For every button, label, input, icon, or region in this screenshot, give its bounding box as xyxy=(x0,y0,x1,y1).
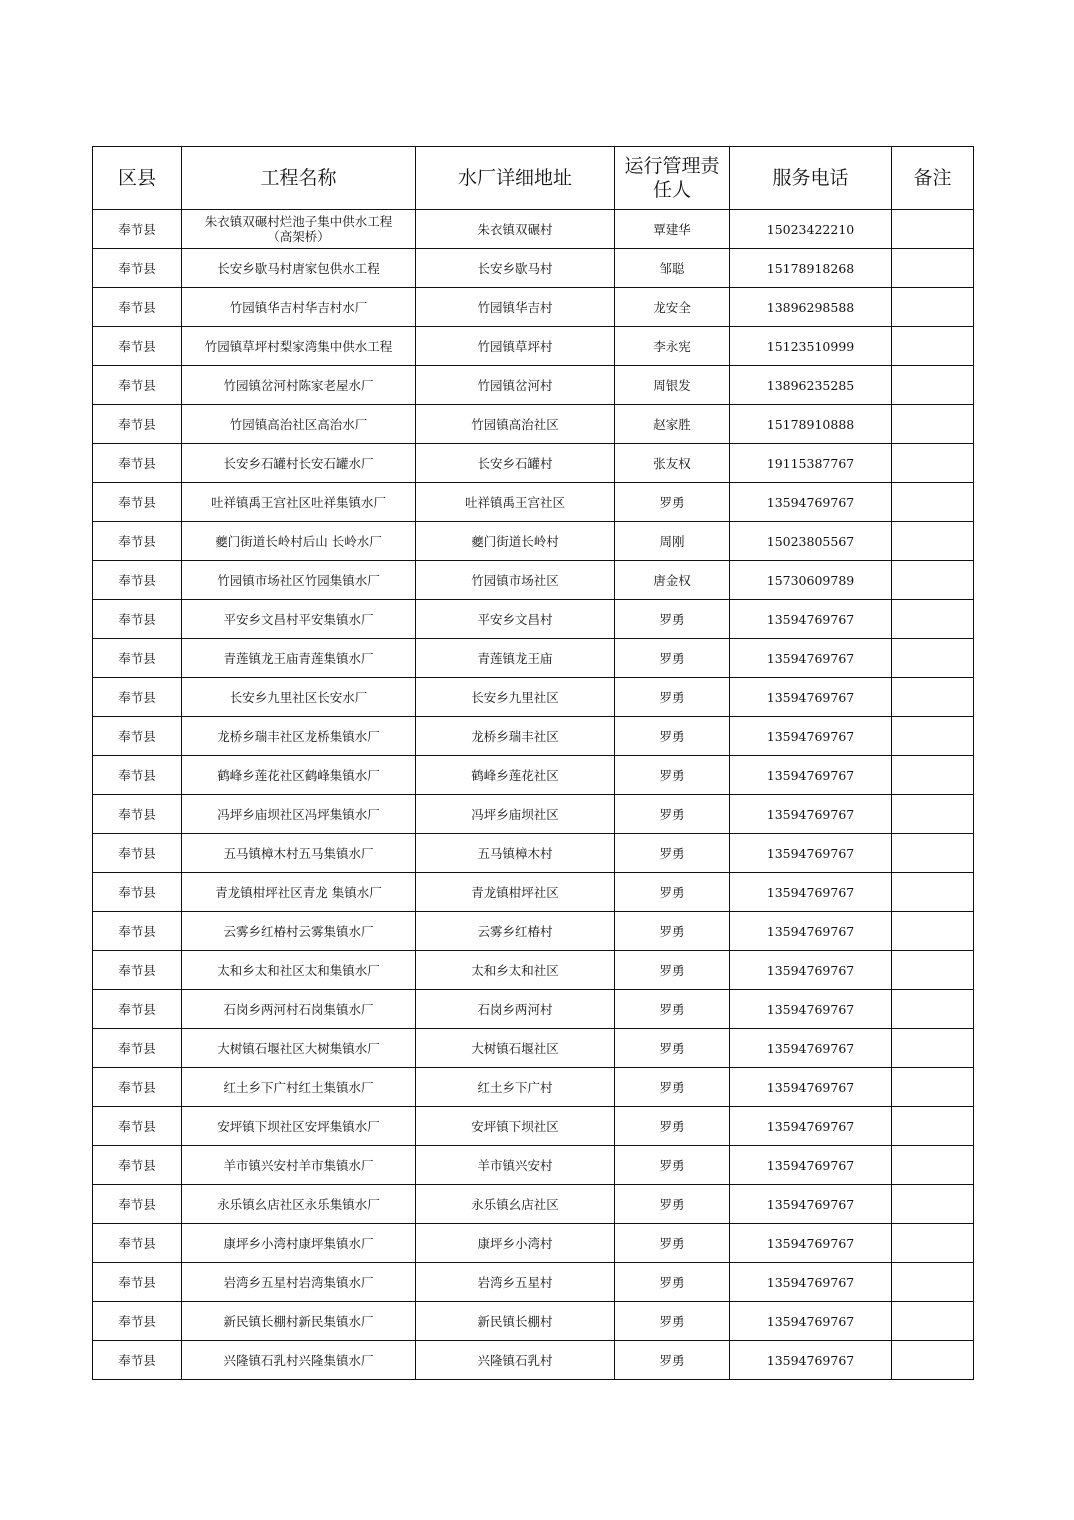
cell-phone: 13594769767 xyxy=(730,834,892,873)
cell-remarks xyxy=(892,1224,974,1263)
table-row xyxy=(93,912,974,951)
table-row xyxy=(93,834,974,873)
cell-project-name: 平安乡文昌村平安集镇水厂 xyxy=(182,600,416,639)
cell-address: 鹤峰乡莲花社区 xyxy=(416,756,615,795)
cell-address: 竹园镇高治社区 xyxy=(416,405,615,444)
cell-remarks xyxy=(892,288,974,327)
cell-remarks xyxy=(892,990,974,1029)
table-row xyxy=(93,990,974,1029)
cell-project-name: 长安乡歇马村唐家包供水工程 xyxy=(182,249,416,288)
cell-project-name: 红土乡下广村红土集镇水厂 xyxy=(182,1068,416,1107)
cell-address: 岩湾乡五星村 xyxy=(416,1263,615,1302)
cell-phone: 13594769767 xyxy=(730,873,892,912)
cell-phone: 13594769767 xyxy=(730,990,892,1029)
cell-district: 奉节县 xyxy=(93,1224,182,1263)
cell-project-name: 新民镇长棚村新民集镇水厂 xyxy=(182,1302,416,1341)
cell-phone: 13594769767 xyxy=(730,1263,892,1302)
cell-district: 奉节县 xyxy=(93,639,182,678)
table-row xyxy=(93,327,974,366)
cell-district: 奉节县 xyxy=(93,1185,182,1224)
cell-project-name: 康坪乡小湾村康坪集镇水厂 xyxy=(182,1224,416,1263)
cell-phone: 13594769767 xyxy=(730,678,892,717)
table-row xyxy=(93,951,974,990)
cell-address: 竹园镇草坪村 xyxy=(416,327,615,366)
cell-project-name: 大树镇石堰社区大树集镇水厂 xyxy=(182,1029,416,1068)
cell-remarks xyxy=(892,756,974,795)
cell-manager: 李永宪 xyxy=(615,327,730,366)
cell-project-name: 云雾乡红椿村云雾集镇水厂 xyxy=(182,912,416,951)
cell-manager: 罗勇 xyxy=(615,951,730,990)
cell-address: 朱衣镇双碾村 xyxy=(416,210,615,249)
cell-manager: 周刚 xyxy=(615,522,730,561)
cell-project-name: 鹤峰乡莲花社区鹤峰集镇水厂 xyxy=(182,756,416,795)
cell-remarks xyxy=(892,1029,974,1068)
cell-phone: 13594769767 xyxy=(730,600,892,639)
cell-address: 永乐镇幺店社区 xyxy=(416,1185,615,1224)
header-remarks: 备注 xyxy=(892,147,974,210)
cell-remarks xyxy=(892,405,974,444)
cell-phone: 13594769767 xyxy=(730,1185,892,1224)
cell-remarks xyxy=(892,1068,974,1107)
header-address: 水厂详细地址 xyxy=(416,147,615,210)
cell-phone: 13594769767 xyxy=(730,951,892,990)
cell-manager: 张友权 xyxy=(615,444,730,483)
cell-address: 大树镇石堰社区 xyxy=(416,1029,615,1068)
table-row xyxy=(93,1263,974,1302)
cell-project-name: 竹园镇岔河村陈家老屋水厂 xyxy=(182,366,416,405)
cell-project-name: 青龙镇柑坪社区青龙 集镇水厂 xyxy=(182,873,416,912)
cell-manager: 罗勇 xyxy=(615,756,730,795)
cell-address: 夔门街道长岭村 xyxy=(416,522,615,561)
cell-phone: 13594769767 xyxy=(730,1029,892,1068)
cell-district: 奉节县 xyxy=(93,795,182,834)
cell-remarks xyxy=(892,1146,974,1185)
cell-project-name: 青莲镇龙王庙青莲集镇水厂 xyxy=(182,639,416,678)
cell-district: 奉节县 xyxy=(93,873,182,912)
cell-district: 奉节县 xyxy=(93,522,182,561)
cell-manager: 龙安全 xyxy=(615,288,730,327)
table-row xyxy=(93,1341,974,1380)
cell-project-name: 冯坪乡庙坝社区冯坪集镇水厂 xyxy=(182,795,416,834)
cell-manager: 罗勇 xyxy=(615,717,730,756)
cell-address: 安坪镇下坝社区 xyxy=(416,1107,615,1146)
table-row xyxy=(93,639,974,678)
cell-manager: 罗勇 xyxy=(615,912,730,951)
cell-address: 五马镇樟木村 xyxy=(416,834,615,873)
cell-district: 奉节县 xyxy=(93,1068,182,1107)
cell-remarks xyxy=(892,678,974,717)
table-row xyxy=(93,210,974,249)
cell-manager: 罗勇 xyxy=(615,1029,730,1068)
cell-phone: 13594769767 xyxy=(730,1107,892,1146)
cell-remarks xyxy=(892,600,974,639)
cell-phone: 13594769767 xyxy=(730,1224,892,1263)
cell-address: 康坪乡小湾村 xyxy=(416,1224,615,1263)
table-row xyxy=(93,1302,974,1341)
cell-project-name: 五马镇樟木村五马集镇水厂 xyxy=(182,834,416,873)
cell-remarks xyxy=(892,639,974,678)
table-row xyxy=(93,795,974,834)
cell-address: 竹园镇岔河村 xyxy=(416,366,615,405)
cell-remarks xyxy=(892,834,974,873)
cell-project-name: 吐祥镇禹王宫社区吐祥集镇水厂 xyxy=(182,483,416,522)
cell-manager: 罗勇 xyxy=(615,1107,730,1146)
table-row xyxy=(93,483,974,522)
cell-project-name: 安坪镇下坝社区安坪集镇水厂 xyxy=(182,1107,416,1146)
cell-manager: 罗勇 xyxy=(615,1146,730,1185)
water-plant-table xyxy=(92,146,974,1380)
cell-district: 奉节县 xyxy=(93,912,182,951)
cell-district: 奉节县 xyxy=(93,444,182,483)
cell-address: 青龙镇柑坪社区 xyxy=(416,873,615,912)
cell-district: 奉节县 xyxy=(93,756,182,795)
table-row xyxy=(93,678,974,717)
table-row xyxy=(93,522,974,561)
cell-remarks xyxy=(892,483,974,522)
table-row xyxy=(93,1029,974,1068)
cell-manager: 罗勇 xyxy=(615,1068,730,1107)
header-project-name: 工程名称 xyxy=(182,147,416,210)
cell-address: 红土乡下广村 xyxy=(416,1068,615,1107)
cell-remarks xyxy=(892,1341,974,1380)
cell-project-name: 朱衣镇双碾村烂池子集中供水工程（高架桥） xyxy=(182,210,416,249)
cell-remarks xyxy=(892,249,974,288)
cell-manager: 罗勇 xyxy=(615,639,730,678)
table-row xyxy=(93,1185,974,1224)
cell-project-name: 太和乡太和社区太和集镇水厂 xyxy=(182,951,416,990)
header-phone: 服务电话 xyxy=(730,147,892,210)
cell-project-name: 夔门街道长岭村后山 长岭水厂 xyxy=(182,522,416,561)
cell-district: 奉节县 xyxy=(93,288,182,327)
cell-manager: 罗勇 xyxy=(615,483,730,522)
cell-manager: 罗勇 xyxy=(615,1341,730,1380)
cell-remarks xyxy=(892,327,974,366)
cell-manager: 罗勇 xyxy=(615,600,730,639)
cell-manager: 罗勇 xyxy=(615,678,730,717)
cell-phone: 13594769767 xyxy=(730,483,892,522)
table-row xyxy=(93,1224,974,1263)
cell-district: 奉节县 xyxy=(93,951,182,990)
cell-district: 奉节县 xyxy=(93,1029,182,1068)
cell-district: 奉节县 xyxy=(93,1107,182,1146)
cell-address: 平安乡文昌村 xyxy=(416,600,615,639)
cell-district: 奉节县 xyxy=(93,366,182,405)
cell-phone: 15023422210 xyxy=(730,210,892,249)
cell-project-name: 竹园镇高治社区高治水厂 xyxy=(182,405,416,444)
cell-phone: 15123510999 xyxy=(730,327,892,366)
cell-address: 长安乡石罐村 xyxy=(416,444,615,483)
cell-district: 奉节县 xyxy=(93,834,182,873)
cell-remarks xyxy=(892,1302,974,1341)
cell-manager: 罗勇 xyxy=(615,873,730,912)
cell-district: 奉节县 xyxy=(93,249,182,288)
cell-remarks xyxy=(892,1185,974,1224)
cell-address: 石岗乡两河村 xyxy=(416,990,615,1029)
table-row xyxy=(93,366,974,405)
header-row xyxy=(93,147,974,210)
cell-district: 奉节县 xyxy=(93,600,182,639)
cell-project-name: 竹园镇华吉村华吉村水厂 xyxy=(182,288,416,327)
cell-district: 奉节县 xyxy=(93,561,182,600)
cell-district: 奉节县 xyxy=(93,327,182,366)
cell-phone: 13594769767 xyxy=(730,717,892,756)
cell-remarks xyxy=(892,873,974,912)
cell-remarks xyxy=(892,444,974,483)
cell-district: 奉节县 xyxy=(93,1263,182,1302)
cell-address: 太和乡太和社区 xyxy=(416,951,615,990)
cell-project-name: 竹园镇草坪村梨家湾集中供水工程 xyxy=(182,327,416,366)
cell-phone: 13594769767 xyxy=(730,1068,892,1107)
cell-district: 奉节县 xyxy=(93,405,182,444)
cell-manager: 罗勇 xyxy=(615,990,730,1029)
cell-phone: 13896235285 xyxy=(730,366,892,405)
table-row xyxy=(93,756,974,795)
header-district: 区县 xyxy=(93,147,182,210)
cell-address: 羊市镇兴安村 xyxy=(416,1146,615,1185)
cell-phone: 15730609789 xyxy=(730,561,892,600)
table-row xyxy=(93,600,974,639)
cell-phone: 13896298588 xyxy=(730,288,892,327)
cell-address: 青莲镇龙王庙 xyxy=(416,639,615,678)
cell-address: 云雾乡红椿村 xyxy=(416,912,615,951)
cell-manager: 赵家胜 xyxy=(615,405,730,444)
cell-manager: 唐金权 xyxy=(615,561,730,600)
cell-remarks xyxy=(892,951,974,990)
cell-remarks xyxy=(892,795,974,834)
cell-address: 吐祥镇禹王宫社区 xyxy=(416,483,615,522)
cell-address: 长安乡九里社区 xyxy=(416,678,615,717)
table-row xyxy=(93,444,974,483)
cell-phone: 19115387767 xyxy=(730,444,892,483)
cell-address: 长安乡歇马村 xyxy=(416,249,615,288)
table-row xyxy=(93,1107,974,1146)
cell-manager: 罗勇 xyxy=(615,795,730,834)
cell-address: 龙桥乡瑞丰社区 xyxy=(416,717,615,756)
cell-district: 奉节县 xyxy=(93,483,182,522)
cell-manager: 罗勇 xyxy=(615,1302,730,1341)
cell-phone: 13594769767 xyxy=(730,912,892,951)
cell-manager: 罗勇 xyxy=(615,834,730,873)
cell-phone: 13594769767 xyxy=(730,1302,892,1341)
cell-phone: 15178910888 xyxy=(730,405,892,444)
cell-address: 新民镇长棚村 xyxy=(416,1302,615,1341)
cell-remarks xyxy=(892,912,974,951)
cell-address: 竹园镇市场社区 xyxy=(416,561,615,600)
cell-manager: 罗勇 xyxy=(615,1185,730,1224)
cell-address: 兴隆镇石乳村 xyxy=(416,1341,615,1380)
table-row xyxy=(93,561,974,600)
cell-project-name: 羊市镇兴安村羊市集镇水厂 xyxy=(182,1146,416,1185)
table-row xyxy=(93,288,974,327)
cell-address: 竹园镇华吉村 xyxy=(416,288,615,327)
cell-project-name: 竹园镇市场社区竹园集镇水厂 xyxy=(182,561,416,600)
cell-remarks xyxy=(892,1107,974,1146)
cell-phone: 15023805567 xyxy=(730,522,892,561)
cell-remarks xyxy=(892,366,974,405)
cell-project-name: 兴隆镇石乳村兴隆集镇水厂 xyxy=(182,1341,416,1380)
table-row xyxy=(93,1068,974,1107)
cell-remarks xyxy=(892,210,974,249)
cell-district: 奉节县 xyxy=(93,678,182,717)
cell-district: 奉节县 xyxy=(93,1341,182,1380)
cell-phone: 13594769767 xyxy=(730,756,892,795)
cell-project-name: 龙桥乡瑞丰社区龙桥集镇水厂 xyxy=(182,717,416,756)
cell-manager: 罗勇 xyxy=(615,1224,730,1263)
cell-project-name: 石岗乡两河村石岗集镇水厂 xyxy=(182,990,416,1029)
table-row xyxy=(93,873,974,912)
cell-phone: 13594769767 xyxy=(730,1341,892,1380)
cell-manager: 周银发 xyxy=(615,366,730,405)
cell-project-name: 岩湾乡五星村岩湾集镇水厂 xyxy=(182,1263,416,1302)
table-row xyxy=(93,717,974,756)
cell-manager: 罗勇 xyxy=(615,1263,730,1302)
cell-remarks xyxy=(892,522,974,561)
header-manager: 运行管理责任人 xyxy=(615,147,730,210)
cell-phone: 15178918268 xyxy=(730,249,892,288)
cell-district: 奉节县 xyxy=(93,1302,182,1341)
cell-address: 冯坪乡庙坝社区 xyxy=(416,795,615,834)
cell-district: 奉节县 xyxy=(93,717,182,756)
cell-phone: 13594769767 xyxy=(730,639,892,678)
cell-remarks xyxy=(892,561,974,600)
cell-district: 奉节县 xyxy=(93,990,182,1029)
cell-remarks xyxy=(892,717,974,756)
table-row xyxy=(93,1146,974,1185)
cell-manager: 覃建华 xyxy=(615,210,730,249)
cell-remarks xyxy=(892,1263,974,1302)
cell-project-name: 长安乡石罐村长安石罐水厂 xyxy=(182,444,416,483)
cell-project-name: 永乐镇幺店社区永乐集镇水厂 xyxy=(182,1185,416,1224)
table-row xyxy=(93,405,974,444)
cell-phone: 13594769767 xyxy=(730,795,892,834)
cell-project-name: 长安乡九里社区长安水厂 xyxy=(182,678,416,717)
cell-manager: 邹聪 xyxy=(615,249,730,288)
table-row xyxy=(93,249,974,288)
cell-district: 奉节县 xyxy=(93,210,182,249)
cell-district: 奉节县 xyxy=(93,1146,182,1185)
cell-phone: 13594769767 xyxy=(730,1146,892,1185)
